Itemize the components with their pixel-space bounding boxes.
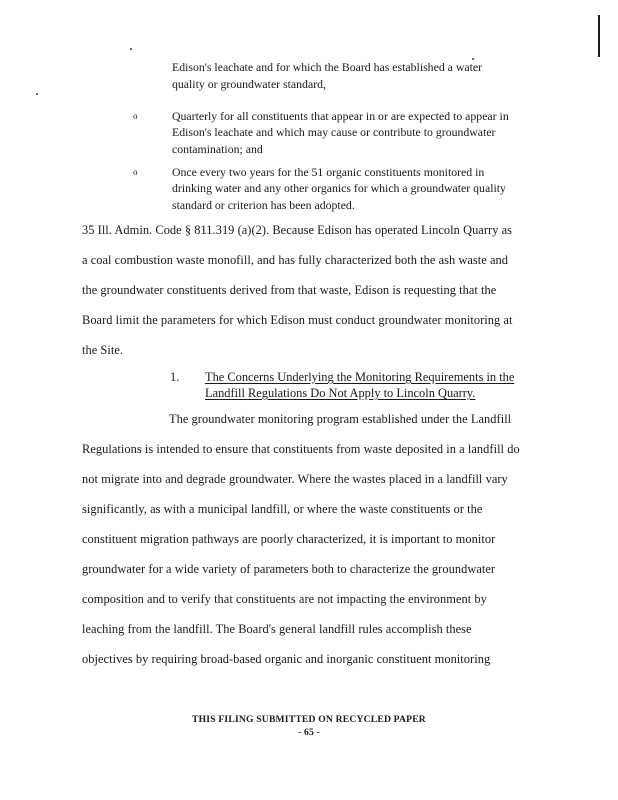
bullet-marker: o xyxy=(133,167,138,177)
bullet-line: quality or groundwater standard, xyxy=(172,77,326,91)
paragraph-line: the Site. xyxy=(82,343,124,357)
bullet-line: contamination; and xyxy=(172,142,263,156)
bullet-line: Edison's leachate and which may cause or contribute to groundwater xyxy=(172,125,496,139)
paragraph-line: a coal combustion waste monofill, and has fully characterized both the ash waste and xyxy=(82,253,509,267)
paragraph-line: Regulations is intended to ensure that constituents from waste deposited in a landfill do xyxy=(82,442,520,456)
margin-mark xyxy=(598,15,600,57)
bullet-line: standard or criterion has been adopted. xyxy=(172,198,355,212)
paragraph-line: groundwater for a wide variety of parameters both to characterize the groundwater xyxy=(82,562,496,576)
bullet-line: Quarterly for all constituents that appear in or are expected to appear in xyxy=(172,109,509,123)
section-number: 1. xyxy=(170,370,180,384)
paragraph-line: leaching from the landfill. The Board's general landfill rules accomplish these xyxy=(82,622,472,636)
paragraph-line: not migrate into and degrade groundwater. Where the wastes placed in a landfill vary xyxy=(82,472,508,486)
page-number: - 65 - xyxy=(298,727,320,738)
paragraph-line: Board limit the parameters for which Edison must conduct groundwater monitoring at xyxy=(82,313,513,327)
recycled-paper-notice: THIS FILING SUBMITTED ON RECYCLED PAPER xyxy=(192,714,426,725)
bullet-line: drinking water and any other organics for which a groundwater quality xyxy=(172,181,506,195)
paragraph-line: objectives by requiring broad-based organic and inorganic constituent monitoring xyxy=(82,652,491,666)
paragraph-line: The groundwater monitoring program established under the Landfill xyxy=(169,412,512,426)
paragraph-line: composition and to verify that constituents are not impacting the environment by xyxy=(82,592,487,606)
paragraph-line: 35 Ill. Admin. Code § 811.319 (a)(2). Because Edison has operated Lincoln Quarry as xyxy=(82,223,513,237)
bullet-line: Once every two years for the 51 organic constituents monitored in xyxy=(172,165,485,179)
section-title-line: The Concerns Underlying the Monitoring Requirements in the xyxy=(205,370,515,384)
paragraph-line: significantly, as with a municipal landfill, or where the waste constituents or the xyxy=(82,502,483,516)
section-title-line: Landfill Regulations Do Not Apply to Lincoln Quarry. xyxy=(205,386,476,400)
paragraph-line: the groundwater constituents derived from that waste, Edison is requesting that the xyxy=(82,283,497,297)
paragraph-line: constituent migration pathways are poorly characterized, it is important to monitor xyxy=(82,532,496,546)
scan-speck xyxy=(130,48,132,50)
bullet-line: Edison's leachate and for which the Board has established a water xyxy=(172,60,483,74)
bullet-marker: o xyxy=(133,111,138,121)
scan-speck xyxy=(36,93,38,95)
